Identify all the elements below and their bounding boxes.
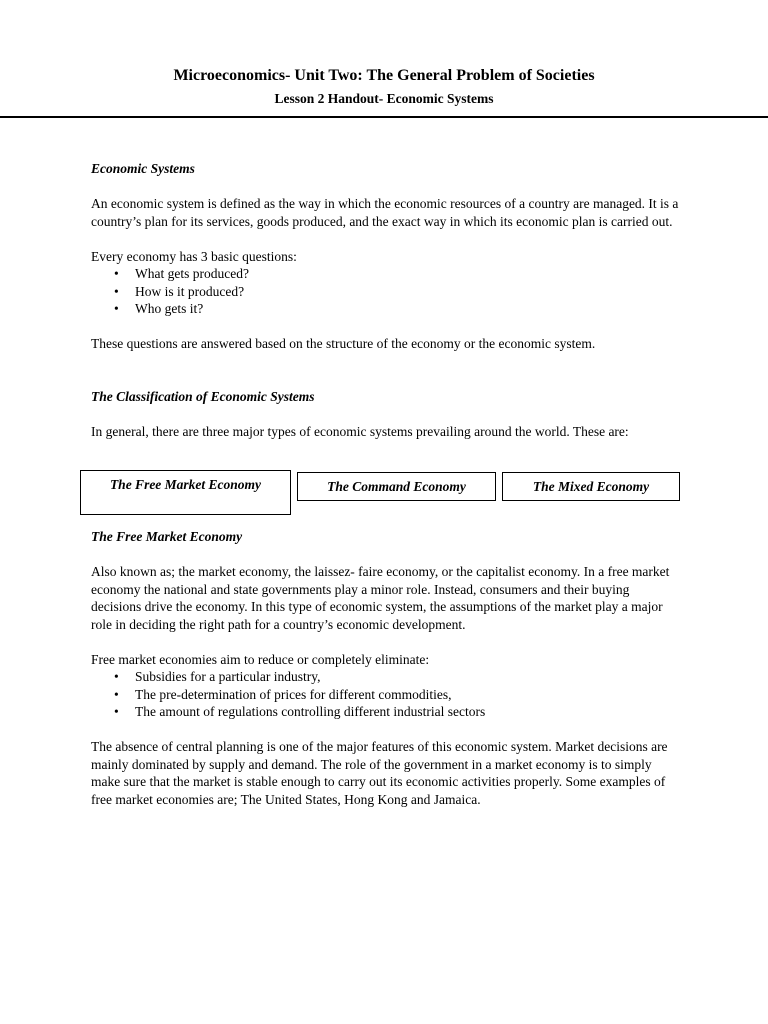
free-market-heading: The Free Market Economy — [91, 529, 243, 544]
central-planning-paragraph: The absence of central planning is one of the major features of this economic system. Market decisions are mainly dominated by supply and demand. The role of the government in a market economy is to simply make sure that the market is stable enough to carry out its economic activities properly. Some examples of free market economies are; The United States, Hong Kong and Jamaica. — [91, 739, 668, 807]
free-market-paragraph: Also known as; the market economy, the laissez- faire economy, or the capitalist economy. In a free market economy the national and state governments play a minor role. Instead, consumers and their buying decisions drive the economy. In this type of economic system, the assumptions of the market play a major role in deciding the right path for a country’s economic development. — [91, 564, 670, 632]
list-item: • What gets produced? — [135, 265, 681, 283]
aims-intro: Free market economies aim to reduce or completely eliminate: — [91, 651, 430, 667]
aims-list — [91, 668, 681, 721]
definition-paragraph: An economic system is defined as the way in which the economic resources of a country are managed. It is a country’s plan for its services, goods produced, and the exact way in which its economic plan is carried out. — [91, 196, 679, 229]
mixed-economy-box — [502, 472, 680, 501]
economy-types-row — [91, 440, 681, 528]
list-item: • The amount of regulations controlling different industrial sectors — [135, 703, 681, 721]
classification-intro: In general, there are three major types of economic systems prevailing around the world. These are: — [91, 423, 629, 439]
questions-intro: Every economy has 3 basic questions: — [91, 248, 297, 264]
list-item: • How is it produced? — [135, 283, 681, 301]
questions-conclusion: These questions are answered based on the structure of the economy or the economic system. — [91, 336, 596, 351]
type-box-label: The Free Market Economy — [109, 477, 262, 492]
type-box-label: The Mixed Economy — [532, 479, 650, 494]
page-subtitle: Lesson 2 Handout- Economic Systems — [274, 91, 494, 106]
classification-heading: The Classification of Economic Systems — [91, 388, 315, 404]
page-title: Microeconomics- Unit Two: The General Problem of Societies — [173, 67, 595, 84]
header-rule — [0, 116, 768, 118]
questions-list — [91, 265, 681, 318]
free-market-economy-box — [80, 470, 291, 515]
list-item: • Subsidies for a particular industry, — [135, 668, 681, 686]
economic-systems-heading: Economic Systems — [91, 161, 195, 176]
type-box-label: The Command Economy — [327, 479, 466, 494]
document-body — [91, 160, 681, 808]
list-item: • The pre-determination of prices for different commodities, — [135, 686, 681, 704]
list-item: • Who gets it? — [135, 300, 681, 318]
command-economy-box — [297, 472, 496, 501]
